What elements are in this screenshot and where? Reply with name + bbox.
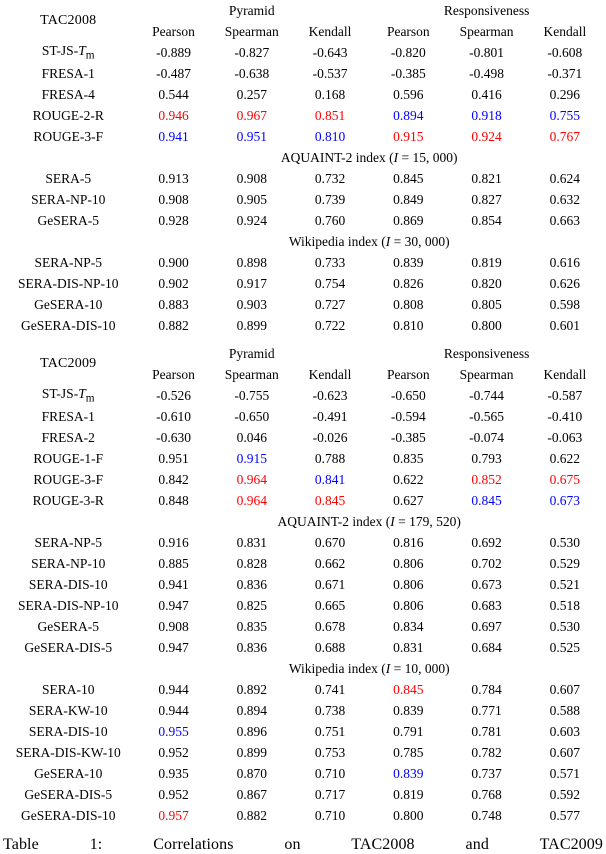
value-cell: -0.643: [312, 44, 348, 60]
metric-name-cell: SERA-KW-10: [28, 702, 108, 718]
value-cell: 0.670: [314, 534, 346, 550]
value-cell: 0.913: [158, 170, 189, 186]
table-row: [2, 595, 604, 616]
table-separator: [0, 336, 606, 343]
value-cell: 0.899: [236, 317, 267, 333]
metric-name-cell: SERA-DIS-NP-10: [17, 275, 119, 291]
table-header-row-groups: [2, 0, 604, 21]
value-cell: 0.738: [314, 702, 346, 718]
value-cell: 0.416: [471, 86, 502, 102]
value-cell: 0.854: [471, 212, 502, 228]
value-cell: -0.410: [547, 408, 583, 424]
value-cell: 0.835: [393, 450, 424, 466]
value-cell: 0.684: [471, 639, 502, 655]
table-row: [2, 721, 604, 742]
stat-header-2-kendall: Kendall: [308, 23, 352, 39]
value-cell: 0.598: [549, 296, 581, 312]
table-row: [2, 679, 604, 700]
value-cell: 0.826: [393, 275, 424, 291]
value-cell: -0.755: [234, 387, 270, 403]
value-cell: 0.624: [549, 170, 581, 186]
value-cell: 0.935: [158, 765, 189, 781]
value-cell: -0.487: [156, 65, 191, 81]
table-row: [2, 168, 604, 189]
table-row: [2, 763, 604, 784]
metric-name-cell: $ST-JS-T_m$: [41, 42, 95, 62]
value-cell: 0.571: [549, 765, 581, 781]
value-cell: 0.710: [314, 765, 346, 781]
value-cell: 0.951: [236, 128, 267, 144]
value-cell: 0.739: [314, 191, 346, 207]
value-cell: 0.869: [393, 212, 424, 228]
metric-group-header-pyramid: Pyramid: [228, 2, 275, 18]
metric-name-cell: ROUGE-2-R: [32, 107, 104, 123]
value-cell: 0.632: [549, 191, 581, 207]
value-cell: 0.805: [471, 296, 502, 312]
metric-name-cell: SERA-NP-5: [34, 534, 102, 550]
table-row: [2, 427, 604, 448]
figure-caption: Table 1: Correlations on TAC2008 and TAC2009: [3, 836, 603, 853]
value-cell: 0.760: [314, 212, 346, 228]
value-cell: 0.836: [236, 639, 267, 655]
table-row: [2, 616, 604, 637]
metric-name-cell: ROUGE-1-F: [33, 450, 104, 466]
value-cell: 0.622: [393, 471, 424, 487]
value-cell: 0.827: [471, 191, 502, 207]
value-cell: 0.885: [158, 555, 189, 571]
corpus-title: TAC2008: [40, 13, 97, 28]
metric-group-header-pyramid: Pyramid: [228, 345, 275, 361]
value-cell: 0.751: [314, 723, 346, 739]
metric-name-cell: GeSERA-5: [37, 618, 99, 634]
value-cell: 0.825: [236, 597, 267, 613]
value-cell: -0.565: [469, 408, 504, 424]
value-cell: 0.899: [236, 744, 267, 760]
table-row: [2, 273, 604, 294]
value-cell: 0.845: [393, 681, 424, 697]
value-cell: 0.808: [393, 296, 424, 312]
value-cell: 0.952: [158, 786, 189, 802]
value-cell: 0.810: [314, 128, 346, 144]
value-cell: 0.717: [314, 786, 346, 802]
value-cell: 0.839: [393, 254, 424, 270]
table-row: [2, 42, 604, 63]
value-cell: 0.821: [471, 170, 502, 186]
value-cell: 0.924: [471, 128, 502, 144]
stat-header-0-pearson: Pearson: [152, 366, 195, 382]
value-cell: 0.741: [314, 681, 346, 697]
value-cell: 0.816: [393, 534, 424, 550]
value-cell: 0.892: [236, 681, 267, 697]
metric-name-cell: SERA-DIS-10: [28, 576, 108, 592]
value-cell: 0.800: [471, 317, 502, 333]
stat-header-4-spearman: Spearman: [459, 23, 514, 39]
value-cell: 0.848: [158, 492, 189, 508]
table-row: [2, 700, 604, 721]
value-cell: 0.820: [471, 275, 502, 291]
value-cell: 0.662: [314, 555, 346, 571]
stat-header-2-kendall: Kendall: [308, 366, 352, 382]
value-cell: 0.831: [393, 639, 424, 655]
metric-name-cell: GeSERA-DIS-5: [24, 786, 113, 802]
table-header-row-groups: [2, 343, 604, 364]
value-cell: 0.898: [236, 254, 267, 270]
metric-name-cell: GeSERA-5: [37, 212, 99, 228]
metric-name-cell: SERA-NP-10: [31, 191, 106, 207]
value-cell: 0.882: [236, 807, 267, 823]
value-cell: 0.908: [236, 170, 267, 186]
value-cell: 0.616: [549, 254, 581, 270]
value-cell: 0.788: [314, 450, 346, 466]
table-row: [2, 406, 604, 427]
value-cell: 0.544: [158, 86, 189, 102]
value-cell: -0.608: [547, 44, 583, 60]
value-cell: 0.845: [314, 492, 346, 508]
value-cell: 0.793: [471, 450, 502, 466]
value-cell: 0.819: [393, 786, 424, 802]
value-cell: 0.784: [471, 681, 502, 697]
value-cell: 0.607: [549, 744, 581, 760]
value-cell: 0.768: [471, 786, 502, 802]
stat-header-5-kendall: Kendall: [543, 366, 587, 382]
value-cell: 0.810: [393, 317, 424, 333]
value-cell: 0.894: [393, 107, 424, 123]
value-cell: 0.688: [314, 639, 346, 655]
value-cell: 0.964: [236, 492, 267, 508]
table-row: [2, 294, 604, 315]
metric-name-cell: SERA-DIS-NP-10: [17, 597, 119, 613]
metric-name-cell: FRESA-1: [41, 65, 95, 81]
table-row: [2, 490, 604, 511]
table-row: [2, 105, 604, 126]
value-cell: 0.737: [471, 765, 502, 781]
value-cell: 0.675: [549, 471, 581, 487]
value-cell: -0.491: [312, 408, 348, 424]
table-row: [2, 189, 604, 210]
value-cell: 0.702: [471, 555, 502, 571]
value-cell: -0.889: [156, 44, 191, 60]
value-cell: 0.673: [549, 492, 581, 508]
value-cell: 0.900: [158, 254, 189, 270]
value-cell: -0.650: [234, 408, 270, 424]
metric-name-cell: GeSERA-10: [34, 765, 103, 781]
value-cell: 0.836: [236, 576, 267, 592]
value-cell: 0.955: [158, 723, 189, 739]
value-cell: 0.908: [158, 618, 189, 634]
index-banner-label: Wikipedia index (I = 10, 000): [288, 660, 450, 676]
stat-header-3-pearson: Pearson: [386, 366, 430, 382]
value-cell: 0.626: [549, 275, 581, 291]
metric-name-cell: SERA-DIS-10: [28, 723, 108, 739]
value-cell: -0.587: [547, 387, 583, 403]
value-cell: -0.638: [234, 65, 270, 81]
value-cell: 0.577: [549, 807, 581, 823]
table-row: [2, 84, 604, 105]
metric-name-cell: GeSERA-DIS-5: [24, 639, 113, 655]
value-cell: 0.915: [393, 128, 424, 144]
metric-name-cell: SERA-10: [41, 681, 95, 697]
table-row: [2, 126, 604, 147]
index-banner-row: [2, 231, 604, 252]
value-cell: 0.894: [236, 702, 267, 718]
value-cell: -0.074: [469, 429, 504, 445]
table-row: [2, 448, 604, 469]
value-cell: 0.896: [236, 723, 267, 739]
value-cell: 0.951: [158, 450, 189, 466]
index-banner-label: Wikipedia index (I = 30, 000): [288, 233, 450, 249]
metric-name-cell: $ST-JS-T_m$: [41, 385, 95, 405]
value-cell: 0.952: [158, 744, 189, 760]
metric-group-header-responsiveness: Responsiveness: [443, 2, 530, 18]
value-cell: 0.967: [236, 107, 267, 123]
value-cell: 0.753: [314, 744, 346, 760]
value-cell: 0.733: [314, 254, 346, 270]
value-cell: 0.924: [236, 212, 267, 228]
value-cell: 0.851: [314, 107, 346, 123]
value-cell: 0.683: [471, 597, 502, 613]
index-banner-spacer: [2, 147, 134, 168]
table-row: [2, 742, 604, 763]
value-cell: 0.592: [549, 786, 581, 802]
value-cell: -0.063: [547, 429, 583, 445]
value-cell: 0.819: [471, 254, 502, 270]
value-cell: 0.828: [236, 555, 267, 571]
value-cell: 0.754: [314, 275, 346, 291]
value-cell: 0.928: [158, 212, 189, 228]
value-cell: -0.610: [156, 408, 191, 424]
value-cell: -0.537: [312, 65, 348, 81]
value-cell: 0.800: [393, 807, 424, 823]
value-cell: 0.697: [471, 618, 502, 634]
value-cell: -0.385: [390, 429, 426, 445]
value-cell: 0.902: [158, 275, 189, 291]
value-cell: 0.627: [393, 492, 424, 508]
value-cell: -0.827: [234, 44, 270, 60]
value-cell: 0.530: [549, 534, 581, 550]
metric-name-cell: FRESA-2: [41, 429, 95, 445]
value-cell: 0.941: [158, 576, 189, 592]
value-cell: 0.947: [158, 597, 189, 613]
value-cell: 0.916: [158, 534, 189, 550]
value-cell: -0.385: [390, 65, 426, 81]
value-cell: 0.806: [393, 576, 424, 592]
value-cell: -0.630: [156, 429, 191, 445]
table-row: [2, 805, 604, 826]
index-banner-label: AQUAINT-2 index (I = 179, 520): [277, 513, 461, 529]
value-cell: -0.801: [469, 44, 504, 60]
value-cell: 0.918: [471, 107, 502, 123]
value-cell: 0.831: [236, 534, 267, 550]
metric-name-cell: SERA-DIS-KW-10: [15, 744, 121, 760]
value-cell: 0.941: [158, 128, 189, 144]
value-cell: 0.678: [314, 618, 346, 634]
value-cell: 0.722: [314, 317, 346, 333]
metric-name-cell: SERA-5: [45, 170, 92, 186]
table-row: [2, 553, 604, 574]
value-cell: -0.650: [390, 387, 426, 403]
table-row: [2, 532, 604, 553]
value-cell: 0.673: [471, 576, 502, 592]
metric-name-cell: ROUGE-3-F: [33, 128, 104, 144]
value-cell: 0.710: [314, 807, 346, 823]
value-cell: 0.852: [471, 471, 502, 487]
value-cell: 0.839: [393, 702, 424, 718]
table-row: [2, 63, 604, 84]
value-cell: 0.296: [549, 86, 581, 102]
stat-header-5-kendall: Kendall: [543, 23, 587, 39]
value-cell: 0.748: [471, 807, 502, 823]
index-banner-spacer: [2, 658, 134, 679]
value-cell: 0.839: [393, 765, 424, 781]
value-cell: 0.882: [158, 317, 189, 333]
index-banner-row: [2, 511, 604, 532]
value-cell: 0.603: [549, 723, 581, 739]
value-cell: 0.596: [393, 86, 424, 102]
value-cell: -0.744: [469, 387, 504, 403]
table-row: [2, 385, 604, 406]
value-cell: 0.622: [549, 450, 581, 466]
table-row: [2, 574, 604, 595]
value-cell: 0.727: [314, 296, 346, 312]
value-cell: 0.518: [549, 597, 581, 613]
value-cell: 0.806: [393, 555, 424, 571]
value-cell: 0.883: [158, 296, 189, 312]
table-row: [2, 210, 604, 231]
metric-name-cell: FRESA-1: [41, 408, 95, 424]
value-cell: 0.692: [471, 534, 502, 550]
value-cell: 0.525: [549, 639, 581, 655]
metric-name-cell: ROUGE-3-R: [32, 492, 104, 508]
value-cell: 0.849: [393, 191, 424, 207]
metric-group-header-responsiveness: Responsiveness: [443, 345, 530, 361]
value-cell: 0.257: [236, 86, 267, 102]
table-row: [2, 784, 604, 805]
value-cell: 0.671: [314, 576, 346, 592]
value-cell: -0.026: [312, 429, 348, 445]
value-cell: 0.915: [236, 450, 267, 466]
value-cell: 0.806: [393, 597, 424, 613]
value-cell: 0.588: [549, 702, 581, 718]
value-cell: -0.371: [547, 65, 583, 81]
index-banner-spacer: [2, 231, 134, 252]
value-cell: 0.046: [236, 429, 267, 445]
value-cell: 0.946: [158, 107, 189, 123]
value-cell: 0.791: [393, 723, 424, 739]
value-cell: -0.526: [156, 387, 191, 403]
table-row: [2, 252, 604, 273]
value-cell: -0.594: [390, 408, 426, 424]
table-row: [2, 637, 604, 658]
table-row: [2, 469, 604, 490]
value-cell: 0.908: [158, 191, 189, 207]
index-banner-label: AQUAINT-2 index (I = 15, 000): [280, 149, 458, 165]
value-cell: 0.842: [158, 471, 189, 487]
value-cell: -0.820: [390, 44, 426, 60]
value-cell: 0.835: [236, 618, 267, 634]
value-cell: -0.498: [469, 65, 504, 81]
stat-header-1-spearman: Spearman: [224, 23, 279, 39]
index-banner-spacer: [2, 511, 134, 532]
value-cell: 0.845: [471, 492, 502, 508]
value-cell: 0.521: [549, 576, 581, 592]
value-cell: 0.903: [236, 296, 267, 312]
index-banner-row: [2, 658, 604, 679]
metric-name-cell: FRESA-4: [41, 86, 95, 102]
value-cell: 0.663: [549, 212, 581, 228]
value-cell: 0.947: [158, 639, 189, 655]
value-cell: 0.771: [471, 702, 502, 718]
metric-name-cell: GeSERA-DIS-10: [20, 807, 116, 823]
value-cell: 0.867: [236, 786, 267, 802]
stat-header-4-spearman: Spearman: [459, 366, 514, 382]
value-cell: 0.841: [314, 471, 346, 487]
value-cell: 0.530: [549, 618, 581, 634]
value-cell: 0.529: [549, 555, 581, 571]
table-row: [2, 315, 604, 336]
value-cell: -0.623: [312, 387, 348, 403]
metric-name-cell: GeSERA-10: [34, 296, 103, 312]
value-cell: 0.845: [393, 170, 424, 186]
value-cell: 0.957: [158, 807, 189, 823]
metric-name-cell: SERA-NP-5: [34, 254, 102, 270]
metric-name-cell: GeSERA-DIS-10: [20, 317, 116, 333]
stat-header-1-spearman: Spearman: [224, 366, 279, 382]
correlation-table-tac2009: [2, 343, 604, 826]
corpus-title: TAC2009: [40, 356, 97, 371]
stat-header-3-pearson: Pearson: [386, 23, 430, 39]
value-cell: 0.785: [393, 744, 424, 760]
value-cell: 0.964: [236, 471, 267, 487]
value-cell: 0.781: [471, 723, 502, 739]
value-cell: 0.834: [393, 618, 424, 634]
value-cell: 0.917: [236, 275, 267, 291]
value-cell: 0.607: [549, 681, 581, 697]
value-cell: 0.665: [314, 597, 346, 613]
index-banner-row: [2, 147, 604, 168]
value-cell: 0.168: [314, 86, 346, 102]
value-cell: 0.782: [471, 744, 502, 760]
value-cell: 0.905: [236, 191, 267, 207]
value-cell: 0.944: [158, 681, 189, 697]
value-cell: 0.944: [158, 702, 189, 718]
value-cell: 0.755: [549, 107, 581, 123]
metric-name-cell: SERA-NP-10: [31, 555, 106, 571]
value-cell: 0.732: [314, 170, 346, 186]
value-cell: 0.870: [236, 765, 267, 781]
metric-name-cell: ROUGE-3-F: [33, 471, 104, 487]
correlation-table-tac2008: [2, 0, 604, 336]
stat-header-0-pearson: Pearson: [152, 23, 195, 39]
value-cell: 0.601: [549, 317, 581, 333]
value-cell: 0.767: [549, 128, 581, 144]
